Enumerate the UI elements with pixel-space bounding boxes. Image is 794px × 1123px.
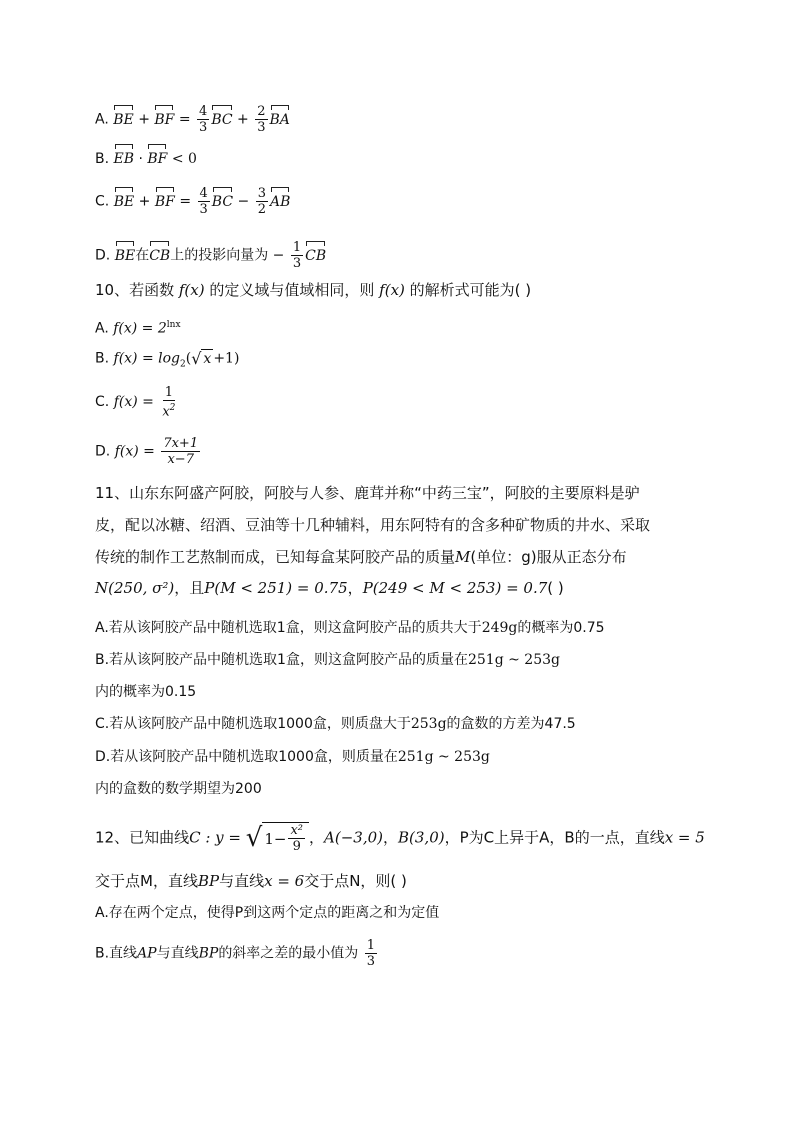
q12-stem-line-2 (95, 872, 407, 890)
relation: < 0 (171, 151, 197, 167)
text: 的概率为0.75 (517, 620, 605, 636)
text: ， (309, 828, 325, 847)
q11-stem-line-3 (95, 548, 627, 566)
plus-sign: + (138, 111, 150, 128)
text: B.直线 (95, 945, 138, 962)
text: 交于点M，直线 (95, 872, 198, 890)
option-label: A. (95, 111, 109, 128)
text: (单位：g)服从正态分布 (470, 548, 627, 566)
q9-option-b (95, 150, 197, 168)
vector-bc: BC (211, 111, 233, 128)
equals-sign: = (178, 111, 191, 128)
subscript: 2 (180, 359, 186, 370)
option-label: D. (95, 443, 111, 460)
fraction-1-3: $\frac{1}{3}$ (292, 240, 302, 271)
text: 传统的制作工艺熬制而成，已知每盒某阿胶产品的质量 (95, 548, 456, 566)
line-x6: x = 6 (264, 872, 305, 890)
text: P为C上异于A，B的一点，直线 (459, 828, 665, 847)
vector-cb: CB (305, 247, 327, 264)
q11-option-a (95, 619, 605, 637)
plus-sign: + (237, 111, 249, 128)
text: B.若从该阿胶产品中随机选取1盒，则这盒阿胶产品的质量在 (95, 652, 468, 668)
square-root: √ x (191, 348, 212, 368)
math-m: M (455, 548, 471, 566)
q11-option-d (95, 748, 490, 766)
q9-option-c (95, 186, 290, 217)
text: ， (444, 828, 460, 847)
exponent: lnx (166, 320, 181, 330)
math-expression: f(x) = (114, 443, 155, 460)
q9-option-d (95, 240, 326, 271)
fraction-1-x2: $\frac{1}{x^2}$ (162, 385, 176, 420)
q9-option-a (95, 104, 290, 135)
text: 10、若函数 (95, 281, 175, 299)
q10-option-a (95, 316, 181, 338)
fraction-1-3: $\frac{1}{3}$ (366, 938, 376, 969)
text: 12、已知曲线 (95, 828, 190, 847)
value: 251g ~ 253g (467, 652, 560, 668)
q11-option-b-line-2: 内的概率为0.15 (95, 684, 197, 700)
text: 在 (135, 247, 150, 264)
q10-option-d (95, 436, 202, 467)
vector-be: BE (113, 193, 135, 210)
point-b: B(3,0) (398, 828, 445, 847)
option-label: A. (95, 320, 109, 337)
text: ( ) (547, 579, 564, 597)
fraction-4-3: $\frac{4}{3}$ (199, 186, 208, 217)
equals-sign: = (179, 193, 192, 210)
text: 上的投影向量为 (170, 247, 269, 264)
math-expression: f(x) = log (113, 350, 181, 367)
vector-ab: AB (269, 193, 291, 210)
line-bp: BP (198, 945, 219, 962)
text: 的定义域与值域相同，则 (209, 281, 375, 299)
probability-1: P(M < 251) = 0.75 (204, 579, 348, 597)
fraction-3-2: $\frac{3}{2}$ (257, 186, 266, 217)
text: D.若从该阿胶产品中随机选取1000盒，则质量在 (95, 749, 398, 765)
minus-sign: − (272, 247, 285, 264)
line-ap: AP (137, 945, 157, 962)
q11-stem-line-2: 皮，配以冰糖、绍酒、豆油等十几种辅料，用东阿特有的含多种矿物质的井水、采取 (95, 516, 651, 534)
q11-stem-line-1: 11、山东东阿盛产阿胶，阿胶与人参、鹿茸并称“中药三宝”，阿胶的主要原料是驴 (95, 484, 640, 502)
text: ，且 (174, 579, 205, 597)
line-x5: x = 5 (664, 828, 705, 847)
point-a: A(−3,0) (324, 828, 383, 847)
fraction-4-3: $\frac{4}{3}$ (199, 104, 208, 135)
q12-option-a: A.存在两个定点，使得P到这两个定点的距离之和为定值 (95, 905, 440, 921)
line-bp: BP (197, 872, 220, 890)
q10-option-c (95, 385, 179, 419)
q12-option-b (95, 938, 379, 969)
vector-bf: BF (154, 111, 175, 128)
q12-stem-line-1 (95, 822, 705, 854)
q11-option-d-line-2: 内的盒数的数学期望为200 (95, 781, 262, 797)
value: 253g (410, 716, 447, 732)
text: 的盒数的方差为47.5 (446, 716, 576, 732)
text: 交于点N，则( ) (304, 872, 407, 890)
text: 与直线 (156, 945, 199, 962)
text: ， (383, 828, 399, 847)
plus-sign: + (138, 193, 151, 210)
value: 251g ~ 253g (397, 749, 490, 765)
text: 的解析式可能为( ) (409, 281, 532, 299)
math-expression: f(x) = 2 (113, 320, 167, 337)
text: 的斜率之差的最小值为 (218, 945, 359, 962)
math-fx: f(x) (178, 281, 205, 299)
math-expression: f(x) = (113, 394, 154, 411)
text: 与直线 (219, 872, 265, 890)
vector-cb: CB (149, 247, 171, 264)
dot-sign: · (138, 151, 143, 167)
square-root: √ 1− $\frac{\text{x²}}{9}$ (246, 822, 309, 854)
option-label: C. (95, 394, 110, 411)
vector-bf: BF (147, 151, 168, 167)
probability-2: P(249 < M < 253) = 0.7 (362, 579, 548, 597)
vector-eb: EB (113, 151, 135, 167)
q11-option-c (95, 715, 576, 733)
math-fx: f(x) (379, 281, 405, 299)
paren: ( (185, 350, 192, 367)
option-label: B. (95, 350, 110, 367)
text: A.若从该阿胶产品中随机选取1盒，则这盒阿胶产品的质共大于 (95, 620, 482, 636)
option-label: C. (95, 193, 110, 210)
q10-stem (95, 281, 531, 299)
fraction-7x1-x7: $\frac{7x+1}{x-7}$ (163, 436, 199, 467)
fraction-2-3: $\frac{2}{3}$ (257, 104, 266, 135)
value: 249g (481, 620, 518, 636)
q10-option-b (95, 349, 239, 373)
vector-be: BE (114, 247, 136, 264)
text: C.若从该阿胶产品中随机选取1000盒，则质盘大于 (95, 716, 411, 732)
option-label: B. (95, 151, 110, 167)
vector-ba: BA (269, 111, 290, 128)
vector-bc: BC (211, 193, 234, 210)
vector-be: BE (113, 111, 134, 128)
paren: +1) (213, 350, 240, 367)
option-label: D. (95, 247, 111, 264)
curve-c: C : y = (189, 828, 241, 847)
q11-stem-line-4 (95, 579, 564, 597)
text: ， (347, 579, 363, 597)
minus-sign: − (237, 193, 250, 210)
vector-bf: BF (154, 193, 175, 210)
q11-option-b (95, 651, 560, 669)
normal-distribution: N(250, σ²) (95, 579, 175, 597)
